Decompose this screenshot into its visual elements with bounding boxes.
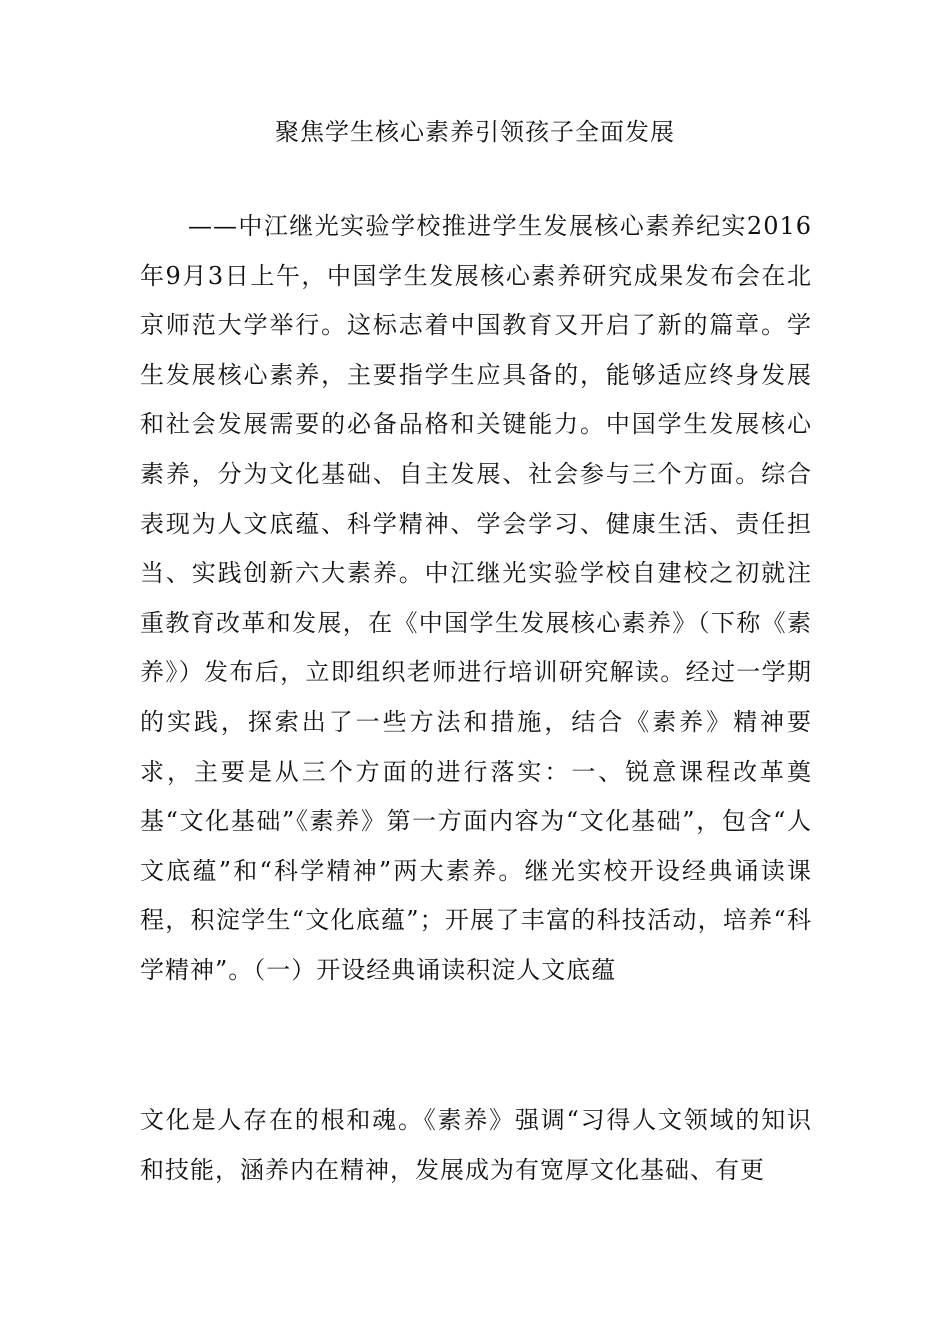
document-title: 聚焦学生核心素养引领孩子全面发展 <box>275 118 675 146</box>
body-paragraph-2: 文化是人存在的根和魂。《素养》强调“习得人文领域的知识和技能，涵养内在精神，发展成为有宽厚文化基础、有更 <box>140 1106 812 1184</box>
body-paragraph-1: ——中江继光实验学校推进学生发展核心素养纪实2016年9月3日上午，中国学生发展核心素养研究成果发布会在北京师范大学举行。这标志着中国教育又开启了新的篇章。学生发展核心素养，主要指学生应具备的，能够适应终身发展和社会发展需要的必备品格和关键能力。中国学生发展核心素养，分为文化基础、自主发展、社会参与三个方面。综合表现为人文底蕴、科学精神、学会学习、健康生活、责任担当、实践创新六大素养。中江继光实验学校自建校之初就注重教育改革和发展，在《中国学生发展核心素养》（下称《素养》）发布后，立即组织老师进行培训研究解读。经过一学期的实践，探索出了一些方法和措施，结合《素养》精神要求，主要是从三个方面的进行落实：一、锐意课程改革奠基“文化基础”《素养》第一方面内容为“文化基础”，包含“人文底蕴”和“科学精神”两大素养。继光实校开设经典诵读课程，积淀学生“文化底蕴”；开展了丰富的科技活动，培养“科学精神”。（一）开设经典诵读积淀人文底蕴 <box>140 212 812 984</box>
